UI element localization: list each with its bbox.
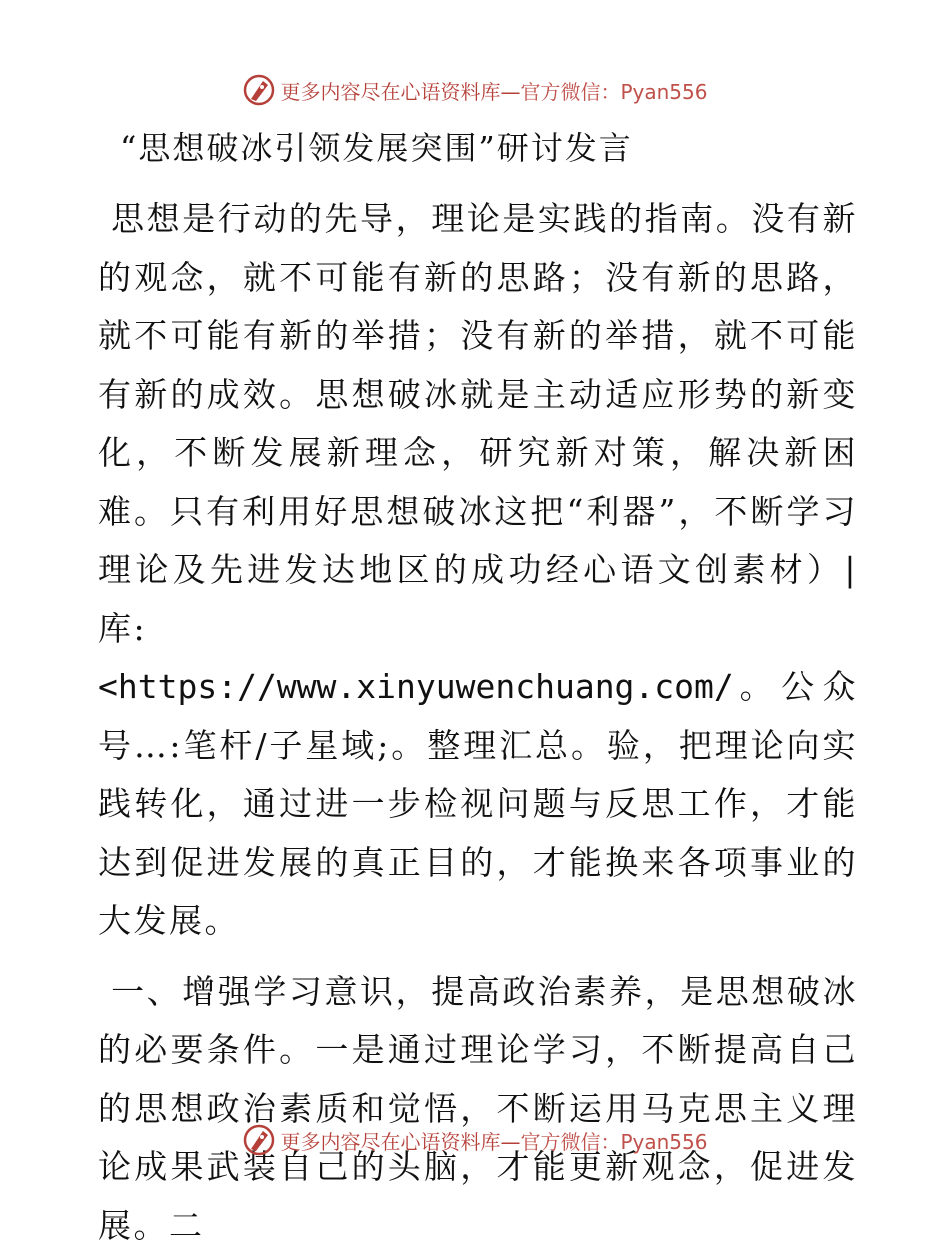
footer-banner-separator: — <box>500 1130 520 1154</box>
paragraph-2-text: 一、增强学习意识，提高政治素养，是思想破冰的必要条件。一是通过理论学习，不断提高自己的思想政治素质和觉悟，不断运用马克思主义理论成果武装自己的头脑，才能更新观念，促进发展。二 <box>98 972 858 1245</box>
footer-banner-contact: 官方微信：Pyan556 <box>520 1130 707 1154</box>
header-banner-main: 更多内容尽在心语资料库 <box>280 80 500 104</box>
paragraph-1-url: <https://www.xinyuwenchuang.com/ <box>98 667 734 706</box>
pen-nib-logo-icon <box>242 1123 276 1157</box>
document-title: “思想破冰引领发展突围”研讨发言 <box>120 120 633 176</box>
footer-banner-text <box>280 1126 707 1155</box>
paragraph-1 <box>98 190 858 951</box>
header-banner <box>0 70 950 110</box>
footer-banner-main: 更多内容尽在心语资料库 <box>280 1130 500 1154</box>
document-body <box>98 190 858 1255</box>
paragraph-1-text-b: 。公众号…:笔杆/子星域;。整理汇总。验，把理论向实践转化，通过进一步检视问题与反思工作，才能达到促进发展的真正目的，才能换来各项事业的大发展。 <box>98 667 858 940</box>
paragraph-2 <box>98 963 858 1255</box>
footer-banner <box>0 1120 950 1160</box>
header-banner-text <box>280 76 707 105</box>
pen-nib-logo-icon <box>242 73 276 107</box>
header-banner-separator: — <box>500 80 520 104</box>
paragraph-1-text-a: 思想是行动的先导，理论是实践的指南。没有新的观念，就不可能有新的思路；没有新的思路，就不可能有新的举措；没有新的举措，就不可能有新的成效。思想破冰就是主动适应形势的新变化，不断发展新理念，研究新对策，解决新困难。只有利用好思想破冰这把“利器”，不断学习理论及先进发达地区的成功经心语文创素材）|库: <box>98 199 858 648</box>
header-banner-contact: 官方微信：Pyan556 <box>520 80 707 104</box>
